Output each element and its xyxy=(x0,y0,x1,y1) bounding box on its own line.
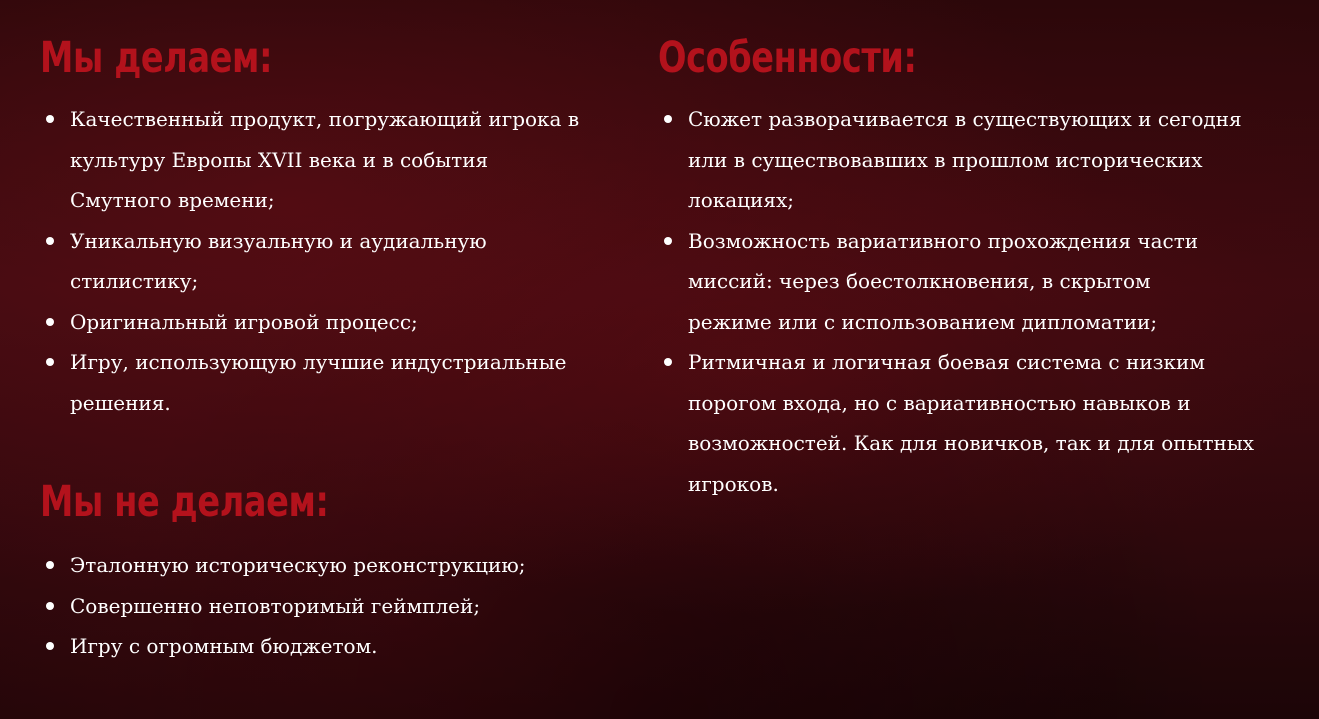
list-item-text: Оригинальный игровой процесс; xyxy=(70,309,418,334)
we-dont-list xyxy=(40,545,620,667)
bullet-icon xyxy=(46,642,54,650)
list-item xyxy=(658,342,1268,504)
list-item xyxy=(40,586,620,627)
we-dont-heading: Мы не делаем: xyxy=(40,477,329,527)
we-do-section xyxy=(40,33,620,423)
bullet-icon xyxy=(46,602,54,610)
list-item xyxy=(40,342,590,423)
list-item xyxy=(40,545,620,586)
list-item-text: Возможность вариативного прохождения части миссий: через боестолкновения, в скрытом режиме или с использованием дипломатии; xyxy=(688,228,1199,334)
list-item-text: Эталонную историческую реконструкцию; xyxy=(70,553,526,577)
bullet-icon xyxy=(46,561,54,569)
bullet-icon xyxy=(46,358,54,366)
bullet-icon xyxy=(664,237,672,245)
we-dont-section xyxy=(40,477,620,667)
list-item xyxy=(40,626,620,667)
features-heading: Особенности: xyxy=(658,33,917,83)
list-item xyxy=(40,99,590,221)
features-list xyxy=(658,99,1278,504)
list-item xyxy=(658,99,1258,221)
list-item xyxy=(40,302,590,343)
we-do-heading: Мы делаем: xyxy=(40,33,273,83)
bullet-icon xyxy=(664,358,672,366)
bullet-icon xyxy=(46,115,54,123)
list-item-text: Сюжет разворачивается в существующих и сегодня или в существовавших в прошлом исторических локациях; xyxy=(688,107,1242,212)
bullet-icon xyxy=(46,318,54,326)
list-item-text: Ритмичная и логичная боевая система с низким порогом входа, но с вариативностью навыков и возможностей. Как для новичков, так и для опытных игроков. xyxy=(688,350,1255,496)
list-item-text: Игру, использующую лучшие индустриальные решения. xyxy=(70,350,567,415)
list-item-text: Игру с огромным бюджетом. xyxy=(70,634,378,658)
list-item xyxy=(40,221,590,302)
we-do-list xyxy=(40,99,620,423)
list-item-text: Уникальную визуальную и аудиальную стилистику; xyxy=(70,228,487,293)
features-section xyxy=(658,33,1278,504)
bullet-icon xyxy=(664,115,672,123)
list-item-text: Совершенно неповторимый геймплей; xyxy=(70,593,481,618)
list-item xyxy=(658,221,1208,343)
bullet-icon xyxy=(46,237,54,245)
list-item-text: Качественный продукт, погружающий игрока в культуру Европы XVII века и в события Смутного времени; xyxy=(70,107,580,212)
